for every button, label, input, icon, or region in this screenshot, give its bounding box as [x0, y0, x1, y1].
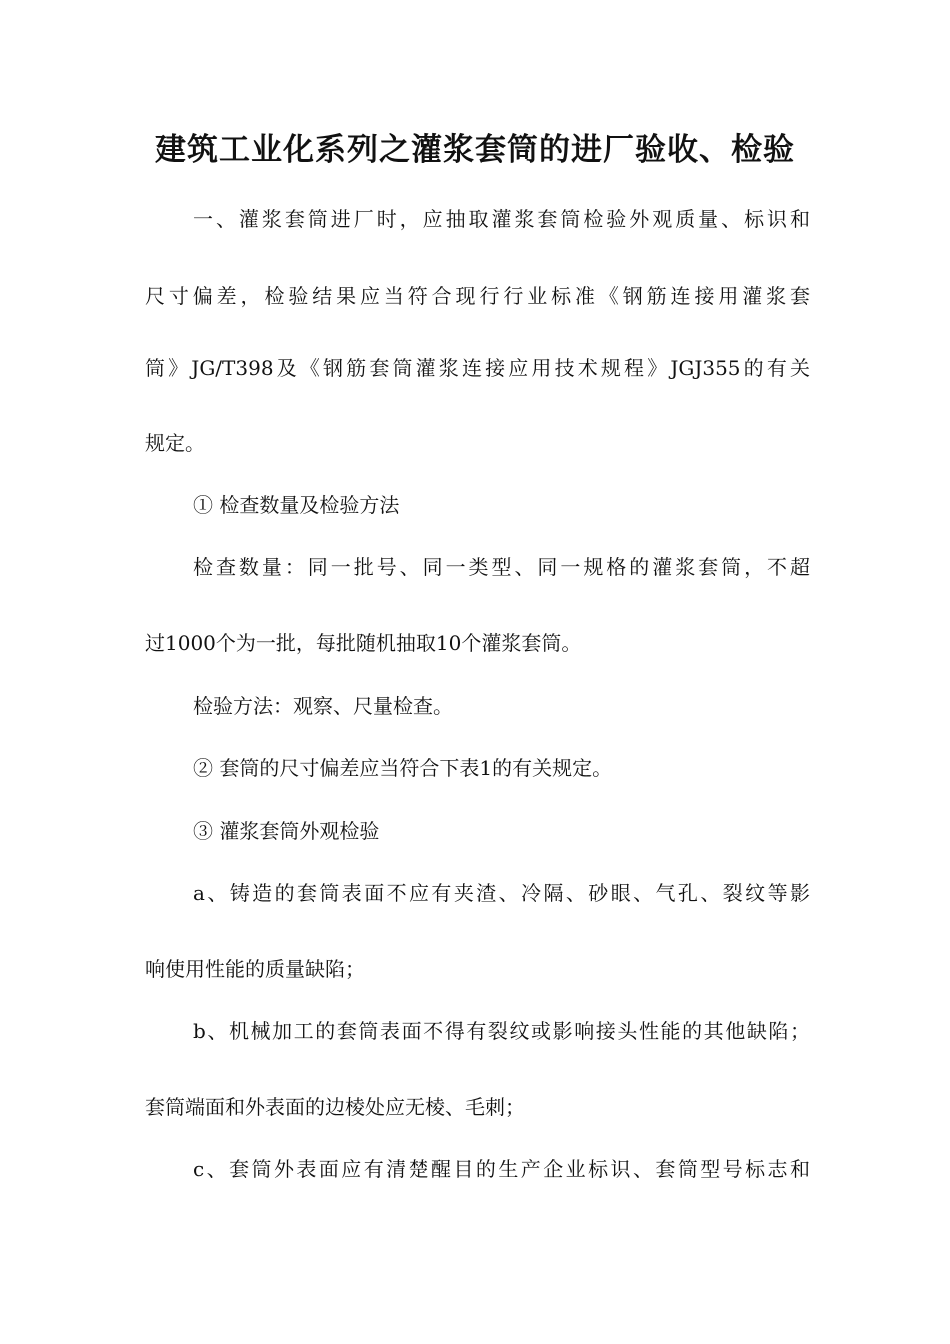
- section-heading: ③ 灌浆套筒外观检验: [193, 819, 380, 843]
- document-title: 建筑工业化系列之灌浆套筒的进厂验收、检验: [155, 132, 795, 168]
- paragraph-line: 尺寸偏差，检验结果应当符合现行行业标准《钢筋连接用灌浆套: [145, 284, 810, 308]
- paragraph-line: 检验方法：观察、尺量检查。: [193, 694, 453, 718]
- paragraph-line: 过1000个为一批，每批随机抽取10个灌浆套筒。: [145, 631, 582, 655]
- paragraph-line: 筒》JG/T398及《钢筋套筒灌浆连接应用技术规程》JGJ355的有关: [145, 356, 810, 380]
- paragraph-line: 响使用性能的质量缺陷；: [145, 957, 365, 981]
- paragraph-line: 一、灌浆套筒进厂时，应抽取灌浆套筒检验外观质量、标识和: [193, 207, 810, 231]
- paragraph-line: 检查数量：同一批号、同一类型、同一规格的灌浆套筒，不超: [193, 555, 810, 579]
- paragraph-line: a、铸造的套筒表面不应有夹渣、冷隔、砂眼、气孔、裂纹等影: [193, 881, 810, 905]
- paragraph-line: c、套筒外表面应有清楚醒目的生产企业标识、套筒型号标志和: [193, 1157, 810, 1181]
- paragraph-line: 规定。: [145, 431, 205, 455]
- paragraph-line: 套筒端面和外表面的边棱处应无棱、毛刺；: [145, 1095, 525, 1119]
- paragraph-line: b、机械加工的套筒表面不得有裂纹或影响接头性能的其他缺陷；: [193, 1019, 810, 1043]
- section-heading: ① 检查数量及检验方法: [193, 493, 400, 517]
- section-heading: ② 套筒的尺寸偏差应当符合下表1的有关规定。: [193, 756, 613, 780]
